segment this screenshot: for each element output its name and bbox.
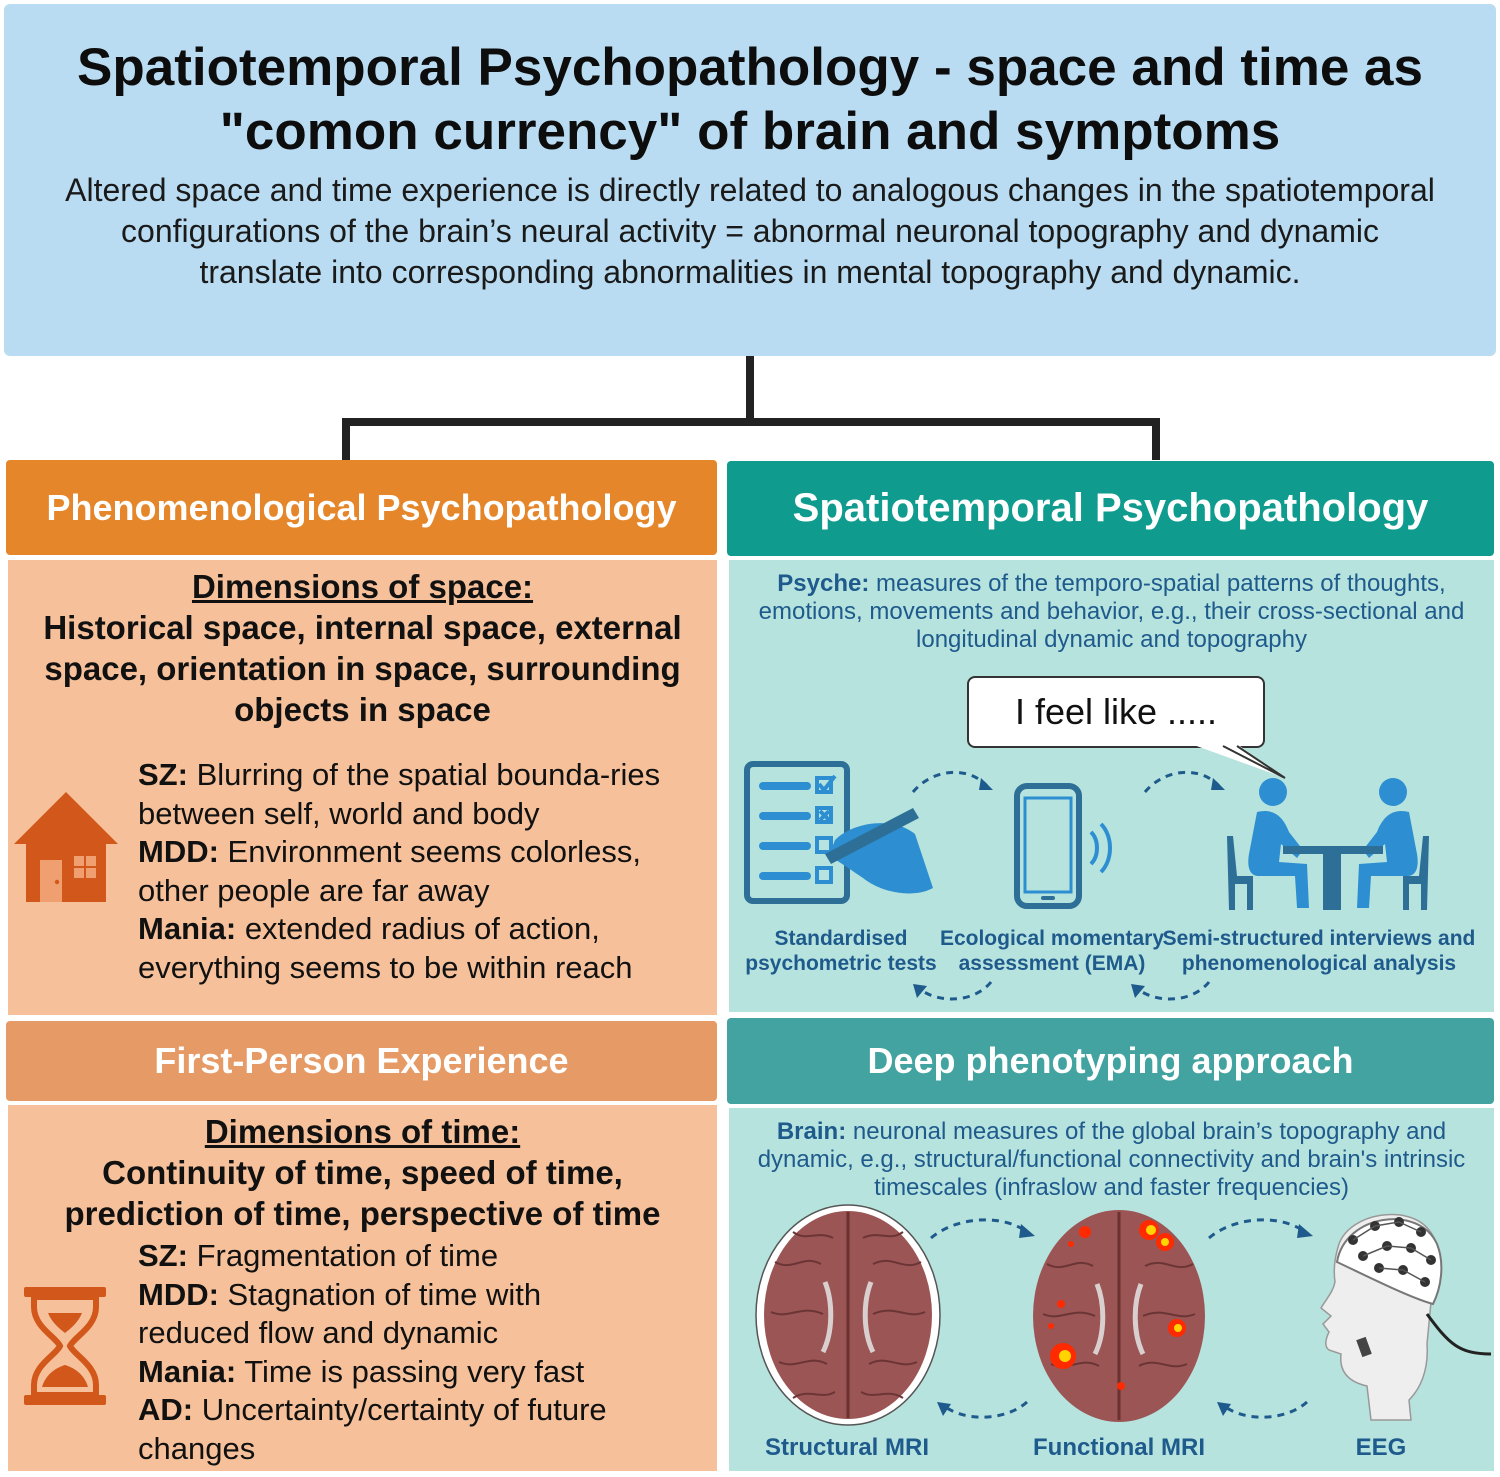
item-label: Mania:: [138, 1353, 237, 1389]
time-heading-block: [8, 1111, 717, 1152]
space-heading-block: [8, 566, 717, 607]
item-label: MDD:: [138, 834, 219, 869]
psyche-description: measures of the temporo-spatial patterns of thoughts, emotions, movements and behavior, e.g., their cross-sectional and longitudinal dynamic and topography: [758, 570, 1465, 653]
item-text: Time is passing very fast: [244, 1353, 585, 1389]
item-label: AD:: [138, 1392, 194, 1427]
space-item-mania: [138, 910, 708, 987]
panel-psyche: [729, 560, 1494, 1012]
arrow-tests-to-ema: [909, 764, 999, 796]
arrow-functional-to-eeg: [1205, 1212, 1317, 1242]
caption-eeg: EEG: [1355, 1434, 1407, 1461]
interview-icon: [1223, 776, 1433, 912]
arrow-ema-to-tests: [909, 976, 999, 1006]
item-label: MDD:: [138, 1276, 219, 1312]
panel-space: [8, 560, 717, 1015]
caption-structural-mri: Structural MRI: [764, 1434, 929, 1461]
item-text: Blurring of the spatial bounda-ries between self, world and body: [138, 757, 661, 831]
panel-time: [8, 1105, 717, 1471]
space-item-sz: [138, 756, 708, 833]
time-item-mdd: [138, 1276, 708, 1353]
space-heading: Dimensions of space:: [191, 568, 534, 605]
item-text: Fragmentation of time: [196, 1238, 499, 1273]
panel-brain: [729, 1108, 1494, 1471]
space-item-mdd: [138, 833, 708, 910]
item-text: Uncertainty/certainty of future changes: [138, 1392, 607, 1466]
item-text: extended radius of action, everything seems to be within reach: [138, 911, 633, 985]
brain-description: neuronal measures of the global brain’s topography and dynamic, e.g., structural/functional connectivity and brain's intrinsic timescales (infraslow and faster frequencies): [757, 1118, 1466, 1201]
arrow-structural-to-functional: [927, 1212, 1039, 1242]
time-items: [138, 1237, 708, 1468]
brain-label: Brain:: [776, 1118, 847, 1145]
smartphone-icon: [1013, 782, 1113, 912]
main-title: Spatiotemporal Psychopathology - space and time as "comon currency" of brain and symptoms: [77, 38, 1423, 161]
speech-bubble: I feel like .....: [967, 676, 1265, 748]
connector-horizontal: [342, 418, 1160, 426]
space-list: Historical space, internal space, external space, orientation in space, surrounding objects in space: [43, 609, 682, 728]
time-item-ad: [138, 1391, 708, 1468]
band-spatiotemporal: Spatiotemporal Psychopathology: [727, 461, 1494, 556]
psyche-label: Psyche:: [777, 570, 870, 597]
arrow-functional-to-structural: [933, 1396, 1033, 1424]
band-phenomenological: Phenomenological Psychopathology: [6, 460, 717, 555]
arrow-eeg-to-functional: [1213, 1396, 1313, 1424]
connector-left-drop: [342, 418, 350, 460]
hourglass-icon: [22, 1285, 108, 1407]
caption-ema: Ecological momentary assessment (EMA): [939, 927, 1165, 975]
time-item-sz: [138, 1237, 708, 1276]
eeg-head-icon: [1299, 1204, 1493, 1424]
functional-brain-icon: [1027, 1206, 1211, 1426]
structural-brain-icon: [753, 1202, 943, 1428]
arrow-ema-to-interview: [1141, 764, 1231, 796]
band-deep-phenotyping: Deep phenotyping approach: [727, 1018, 1494, 1104]
caption-functional-mri: Functional MRI: [1033, 1434, 1205, 1461]
header-description: Altered space and time experience is directly related to analogous changes in the spatiotemporal configurations of the brain’s neural activity = abnormal neuronal topography and dynamic translate into corresponding abnormalities in mental topography and dynamic.: [65, 172, 1435, 290]
time-item-mania: [138, 1353, 708, 1392]
item-text: Stagnation of time with reduced flow and dynamic: [138, 1276, 542, 1350]
connector-vertical: [746, 356, 754, 422]
house-icon: [10, 786, 122, 906]
caption-standardised-tests: Standardised psychometric tests: [745, 927, 937, 975]
header-box: [4, 4, 1496, 356]
caption-interviews: Semi-structured interviews and phenomenological analysis: [1162, 927, 1476, 975]
band-first-person: First-Person Experience: [6, 1021, 717, 1101]
item-label: Mania:: [138, 911, 237, 946]
time-heading: Dimensions of time:: [204, 1113, 521, 1150]
time-list: Continuity of time, speed of time, prediction of time, perspective of time: [64, 1154, 661, 1232]
arrow-interview-to-ema: [1127, 976, 1217, 1006]
connector-right-drop: [1152, 418, 1160, 460]
item-text: Environment seems colorless, other people are far away: [138, 834, 642, 908]
item-label: SZ:: [138, 1238, 188, 1273]
psyche-text: [743, 570, 1480, 654]
item-label: SZ:: [138, 757, 188, 792]
brain-text: [739, 1118, 1484, 1202]
space-items: [138, 756, 708, 987]
